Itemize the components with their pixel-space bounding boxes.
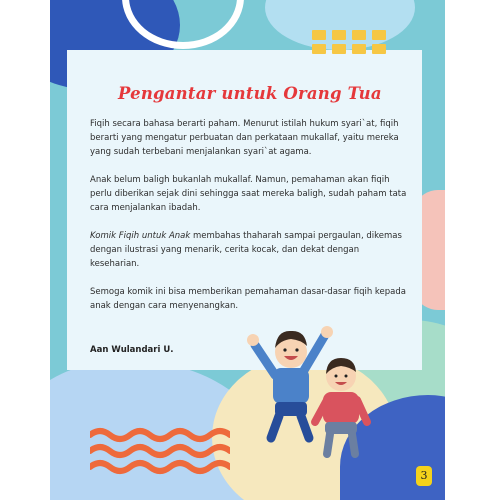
author-name: Aan Wulandari U. xyxy=(90,345,174,355)
paragraph-3-text: membahas thaharah sampai pergaulan, dikemas dengan ilustrasi yang menarik, cerita kocak, dan dekat dengan keseharian. xyxy=(90,231,402,269)
page-number-badge: 3 xyxy=(416,466,432,486)
book-page xyxy=(50,0,445,500)
paragraph-2: Anak belum baligh bukanlah mukallaf. Namun, pemahaman akan fiqih perlu diberikan sejak dini sehingga saat mereka baligh, sudah paham tata cara menjalankan ibadah. xyxy=(90,175,407,213)
boy-red-shirt-icon xyxy=(305,350,385,460)
paragraph-3 xyxy=(90,229,410,271)
yellow-squares-icon xyxy=(312,30,397,60)
book-title-italic: Komik Fiqih untuk Anak xyxy=(90,231,191,241)
paragraph-1: Fiqih secara bahasa berarti paham. Menurut istilah hukum syari`at, fiqih berarti yang mengatur perbuatan dan perkataan mukallaf, yaitu mereka yang sudah terbebani menjalankan syari`at agama. xyxy=(90,119,399,157)
page-title: Pengantar untuk Orang Tua xyxy=(118,84,382,103)
body-text xyxy=(90,117,410,327)
paragraph-4: Semoga komik ini bisa memberikan pemahaman dasar-dasar fiqih kepada anak dengan cara menyenangkan. xyxy=(90,287,406,311)
wave-decoration-icon xyxy=(90,425,230,485)
